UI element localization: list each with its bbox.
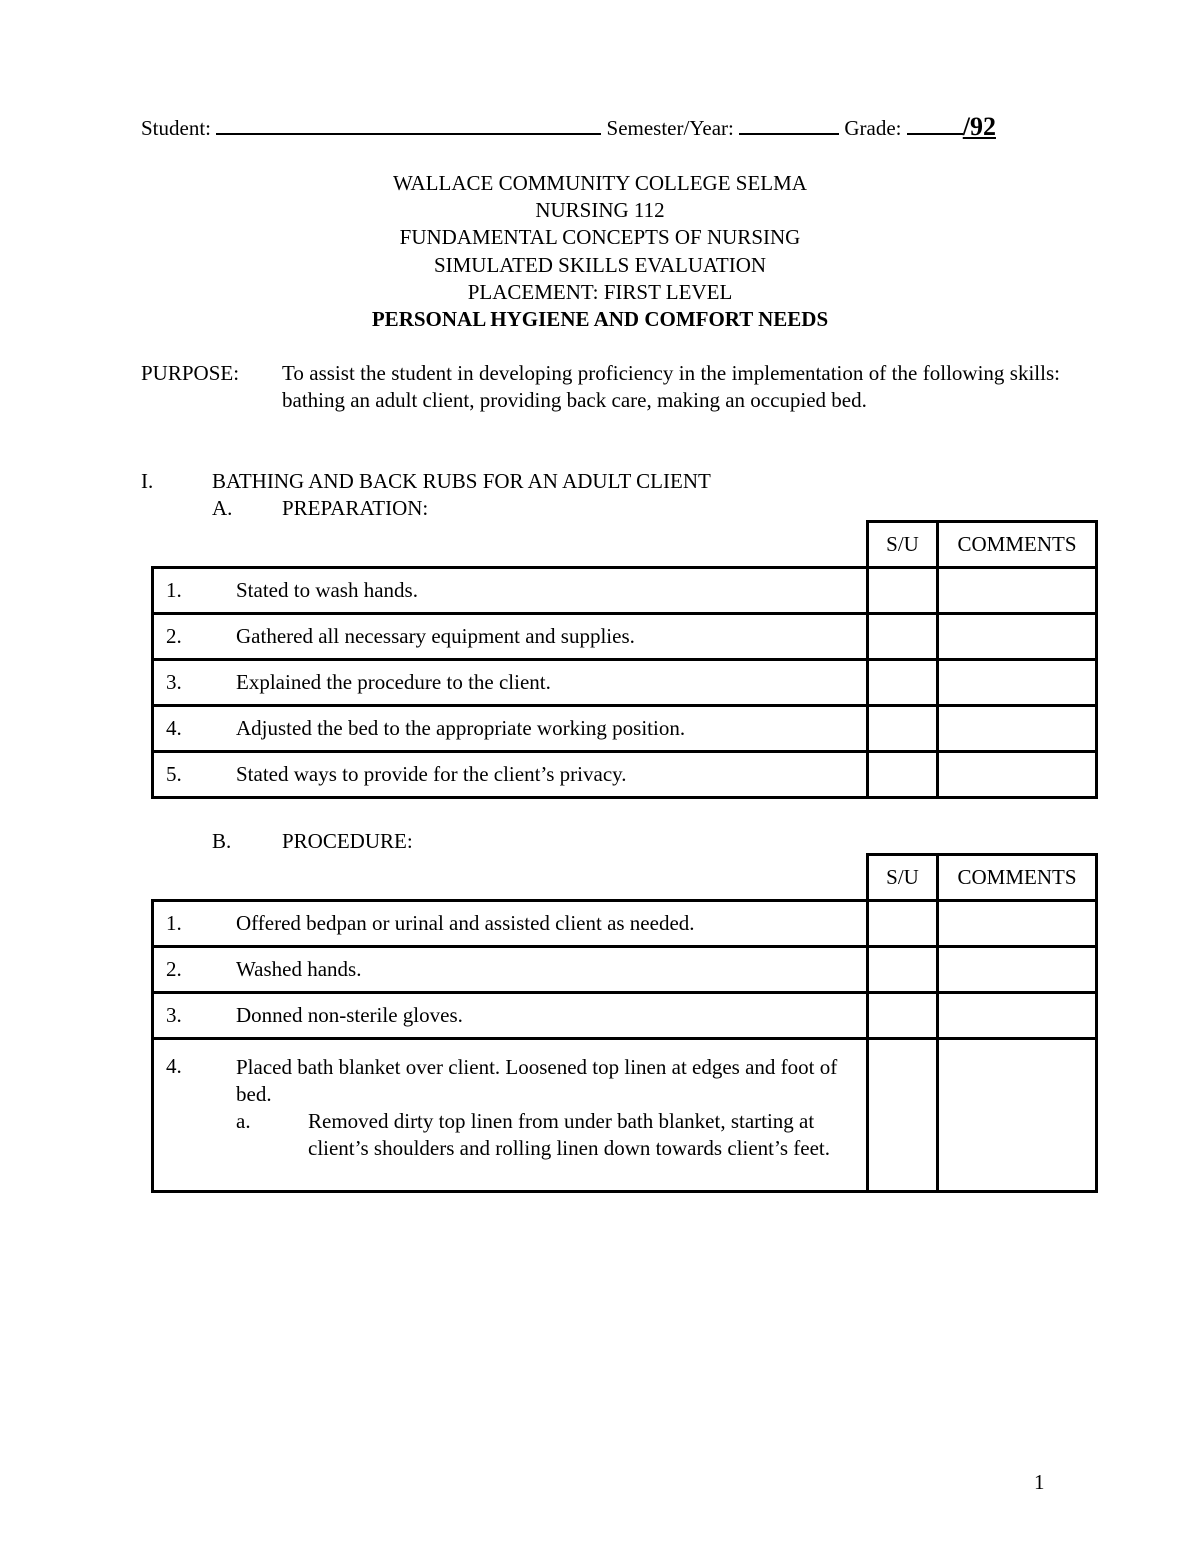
grade-blank bbox=[907, 115, 963, 135]
table-row bbox=[153, 660, 1097, 706]
student-blank bbox=[216, 115, 601, 135]
su-cell[interactable] bbox=[868, 568, 938, 614]
header-fields bbox=[141, 112, 1061, 142]
sub-item-letter: a. bbox=[236, 1109, 251, 1133]
purpose-label: PURPOSE: bbox=[141, 361, 240, 385]
procedure-table bbox=[151, 853, 1098, 1193]
grade-label: Grade: bbox=[844, 116, 902, 140]
table-row bbox=[153, 568, 1097, 614]
part-a-title: PREPARATION: bbox=[282, 496, 429, 520]
item-number: 4. bbox=[166, 716, 182, 740]
table-row bbox=[153, 947, 1097, 993]
table-row bbox=[153, 901, 1097, 947]
item-number: 2. bbox=[166, 624, 182, 648]
item-text: Gathered all necessary equipment and supplies. bbox=[236, 624, 635, 648]
su-cell[interactable] bbox=[868, 947, 938, 993]
purpose-text: To assist the student in developing proficiency in the implementation of the following skills: bathing an adult client, providing back care, making an occupied bed. bbox=[282, 361, 1060, 412]
item-number: 3. bbox=[166, 1003, 182, 1027]
topic-title: PERSONAL HYGIENE AND COMFORT NEEDS bbox=[371, 307, 829, 332]
su-cell[interactable] bbox=[868, 706, 938, 752]
item-text: Donned non-sterile gloves. bbox=[236, 1003, 463, 1027]
su-header: S/U bbox=[868, 855, 938, 901]
course-number: NURSING 112 bbox=[535, 198, 665, 223]
item-number: 2. bbox=[166, 957, 182, 981]
placement: PLACEMENT: FIRST LEVEL bbox=[467, 279, 733, 304]
item-number: 1. bbox=[166, 911, 182, 935]
page-number: 1 bbox=[1034, 1470, 1045, 1494]
table-row bbox=[153, 752, 1097, 798]
table-header-row bbox=[153, 855, 1097, 901]
comments-cell[interactable] bbox=[938, 1039, 1097, 1192]
comments-header: COMMENTS bbox=[938, 855, 1097, 901]
part-a-letter: A. bbox=[212, 496, 233, 520]
section-1-title: BATHING AND BACK RUBS FOR AN ADULT CLIENT bbox=[212, 469, 711, 493]
item-text: Washed hands. bbox=[236, 957, 362, 981]
college-name: WALLACE COMMUNITY COLLEGE SELMA bbox=[393, 171, 807, 195]
section-1-number: I. bbox=[141, 469, 154, 493]
course-name: FUNDAMENTAL CONCEPTS OF NURSING bbox=[399, 225, 801, 250]
comments-cell[interactable] bbox=[938, 614, 1097, 660]
grade-total: /92 bbox=[962, 112, 996, 141]
item-text: Stated to wash hands. bbox=[236, 578, 418, 602]
item-number: 4. bbox=[166, 1054, 182, 1078]
part-b-title: PROCEDURE: bbox=[282, 829, 413, 853]
item-number: 1. bbox=[166, 578, 182, 602]
part-b-letter: B. bbox=[212, 829, 232, 853]
item-text: Offered bedpan or urinal and assisted client as needed. bbox=[236, 911, 695, 935]
item-text: Placed bath blanket over client. Loosened top linen at edges and foot of bed. bbox=[236, 1055, 838, 1106]
sub-item-text: Removed dirty top linen from under bath blanket, starting at client’s shoulders and rolling linen down towards client’s feet. bbox=[308, 1109, 830, 1160]
table-header-row bbox=[153, 522, 1097, 568]
su-cell[interactable] bbox=[868, 901, 938, 947]
comments-cell[interactable] bbox=[938, 947, 1097, 993]
su-cell[interactable] bbox=[868, 1039, 938, 1192]
comments-cell[interactable] bbox=[938, 568, 1097, 614]
table-row bbox=[153, 993, 1097, 1039]
preparation-table bbox=[151, 520, 1098, 799]
comments-cell[interactable] bbox=[938, 660, 1097, 706]
item-text: Adjusted the bed to the appropriate working position. bbox=[236, 716, 686, 740]
su-cell[interactable] bbox=[868, 660, 938, 706]
title-block bbox=[0, 170, 1200, 333]
item-number: 5. bbox=[166, 762, 182, 786]
table-row bbox=[153, 1039, 1097, 1192]
item-number: 3. bbox=[166, 670, 182, 694]
multi-line-item bbox=[154, 1040, 866, 1190]
su-header: S/U bbox=[868, 522, 938, 568]
su-cell[interactable] bbox=[868, 752, 938, 798]
table-row bbox=[153, 706, 1097, 752]
comments-cell[interactable] bbox=[938, 752, 1097, 798]
semester-label: Semester/Year: bbox=[606, 116, 734, 140]
evaluation-title: SIMULATED SKILLS EVALUATION bbox=[433, 252, 767, 277]
comments-cell[interactable] bbox=[938, 901, 1097, 947]
item-text: Explained the procedure to the client. bbox=[236, 670, 551, 694]
table-row bbox=[153, 614, 1097, 660]
comments-header: COMMENTS bbox=[938, 522, 1097, 568]
semester-blank bbox=[739, 115, 839, 135]
student-label: Student: bbox=[141, 116, 212, 140]
comments-cell[interactable] bbox=[938, 706, 1097, 752]
comments-cell[interactable] bbox=[938, 993, 1097, 1039]
item-text: Stated ways to provide for the client’s privacy. bbox=[236, 762, 627, 786]
su-cell[interactable] bbox=[868, 614, 938, 660]
su-cell[interactable] bbox=[868, 993, 938, 1039]
